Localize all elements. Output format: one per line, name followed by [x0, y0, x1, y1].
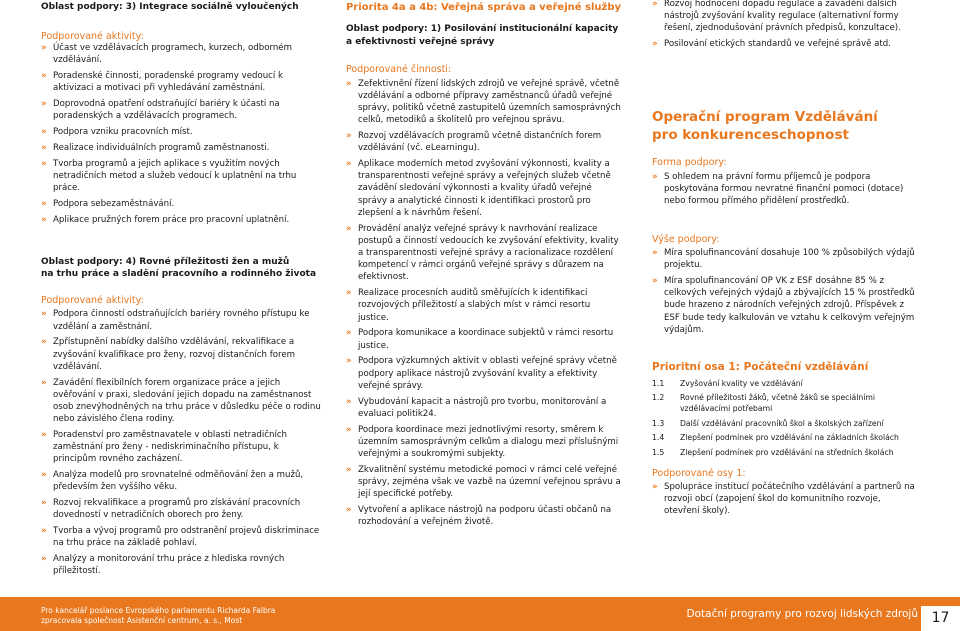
list-item: » Poradenské činnosti, poradenské programy vedoucí k aktivizaci a motivaci při vyhledávání zaměstnání.	[41, 71, 283, 94]
list-item: » Poradenství pro zaměstnavatele v oblasti netradičních zaměstnání pro ženy - nediskriminačního přístupu, k principům rovného zacházení.	[41, 429, 287, 465]
list-item: » Realizace individuálních programů zaměstnanosti.	[41, 142, 270, 153]
list-item: » Míra spolufinancování OP VK z ESF dosáhne 85 % z celkových veřejných výdajů a zbývajících 15 % prostředků bude hrazeno z národních veřejných zdrojů. Příspěvek z ESF bude tedy kalkulován ve vztahu k celkovým veřejným výdajům.	[652, 276, 915, 335]
list-item: » Zavádění flexibilních forem organizace práce a jejich ověřování v praxi, sledování jejich dopadu na zaměstnanost osob znevýhodněných na trhu práce v důsledku péče o rodinu nebo závislého člena rodiny.	[41, 377, 321, 425]
section-subtitle: Výše podpory:	[652, 233, 720, 245]
footer-bar	[0, 597, 960, 631]
program-title: Operační program Vzdělávání pro konkurenceschopnost	[652, 109, 878, 144]
list-item: » Podpora výzkumných aktivit v oblasti veřejné správy včetně podpory aplikace nástrojů zvyšování kvality a efektivity veřejné správy.	[346, 356, 617, 391]
activity-list	[652, 0, 918, 50]
activity-list	[652, 481, 918, 518]
list-item: » Zkvalitnění systému metodické pomoci v rámci celé veřejné správy, zejména však ve vazbě na územní veřejnou správu a její specifické potřeby.	[346, 464, 621, 500]
list-item: » Zpřístupnění nabídky dalšího vzdělávání, rekvalifikace a zvyšování kvalifikace pro ženy, rozvoj distančních forem vzdělávání.	[41, 337, 295, 372]
section-heading: Oblast podpory: 1) Posilování institucionální kapacity a efektivnosti veřejné správy	[346, 24, 619, 47]
section-heading: Oblast podpory: 4) Rovné příležitosti žen a mužů na trhu práce a sladění pracovního a rodinného života	[41, 256, 317, 280]
section-heading: Oblast podpory: 3) Integrace sociálně vyloučených	[41, 2, 299, 12]
list-item: » Podpora koordinace mezi jednotlivými resorty, směrem k územním samosprávným celkům a dialogu mezi příslušnými veřejnými a soukromými subjekty.	[346, 424, 619, 459]
list-item: » Aplikace moderních metod zvyšování výkonnosti, kvality a transparentnosti veřejné správy a veřejných služeb včetně zavádění sledování výkonnosti a kvality úřadů veřejné správy a analytické činnosti k identifikaci prostorů pro zlepšení a k návrhům řešení.	[346, 158, 611, 218]
list-item: » Analýzy a monitorování trhu práce z hlediska rovných příležitostí.	[41, 554, 285, 577]
column-right	[652, 0, 918, 518]
activity-list	[346, 78, 622, 529]
list-item: » Doprovodná opatření odstraňující bariéry k účasti na poradenských a vzdělávacích programech.	[41, 99, 280, 122]
activity-list	[652, 171, 918, 208]
list-item: » Provádění analýz veřejné správy k navrhování realizace postupů a činností vedoucích ke zvyšování efektivity, kvality a transparentnosti veřejné správy a racionalizace rozdělení kompetencí v rámci orgánů veřejné správy s důrazem na efektivnost.	[346, 223, 619, 283]
list-item: » Posilování etických standardů ve veřejné správě atd.	[652, 39, 891, 50]
list-item: » Účast ve vzdělávacích programech, kurzech, odborném vzdělávání.	[41, 43, 292, 66]
section-subtitle: Podporované činnosti:	[346, 64, 452, 75]
list-item: 1.5 Zlepšení podmínek pro vzdělávání na středních školách	[652, 447, 894, 457]
section-subtitle: Podporované osy 1:	[652, 467, 746, 479]
list-item: » Vybudování kapacit a nástrojů pro tvorbu, monitorování a evaluaci politik24.	[346, 396, 607, 419]
page-number: 17	[921, 606, 960, 631]
section-subtitle: Podporované aktivity:	[41, 294, 144, 306]
list-item: » Podpora sebezaměstnávání.	[41, 198, 175, 209]
list-item: » Podpora činností odstraňujících bariéry rovného přístupu ke vzdělání a zaměstnání.	[41, 309, 310, 332]
section-subtitle: Podporované aktivity:	[41, 30, 144, 42]
list-item: » Míra spolufinancování dosahuje 100 % způsobilých výdajů projektu.	[652, 248, 915, 271]
list-item: » Rozvoj vzdělávacích programů včetně distančních forem vzdělávání (vč. eLearningu).	[346, 130, 602, 154]
list-item: » S ohledem na právní formu příjemců je podpora poskytována formou nevratné finanční pomoci (dotace) nebo formou přímého přidělení prostředků.	[652, 171, 904, 207]
list-item: » Tvorba programů a jejich aplikace s využitím nových netradičních metod a služeb vedoucí k uplatnění na trhu práce.	[41, 158, 297, 193]
list-item: 1.1 Zvyšování kvality ve vzdělávání	[652, 378, 803, 388]
priority-axis-heading: Prioritní osa 1: Počáteční vzdělávání	[652, 361, 869, 374]
list-item: » Podpora komunikace a koordinace subjektů v rámci resortu justice.	[346, 328, 614, 351]
footer-credit: Pro kancelář poslance Evropského parlamentu Richarda Falbra zpracovala společnost Asistenční centrum, a. s., Most	[41, 606, 276, 625]
list-item: » Rozvoj hodnocení dopadu regulace a zavádění dalších nástrojů zvyšování kvality regulace (alternativní formy řešení, zjednodušování právních předpisů, konzultace).	[652, 0, 901, 34]
list-item: 1.3 Další vzdělávání pracovníků škol a školských zařízení	[652, 418, 884, 428]
list-item: 1.4 Zlepšení podmínek pro vzdělávání na základních školách	[652, 433, 899, 443]
column-left	[41, 0, 323, 578]
list-item: » Analýza modelů pro srovnatelné odměňování žen a mužů, především žen vyššího věku.	[41, 470, 304, 493]
list-item: » Podpora vzniku pracovních míst.	[41, 127, 193, 137]
list-item: 1.2 Rovné příležitosti žáků, včetně žáků se speciálními vzdělávacími potřebami	[652, 393, 876, 414]
list-item: » Rozvoj rekvalifikace a programů pro získávání pracovních dovedností v netradičních oborech pro ženy.	[41, 498, 301, 521]
list-item: » Vytvoření a aplikace nástrojů na podporu účasti občanů na rozhodování a veřejném životě.	[346, 504, 612, 528]
list-item: » Tvorba a vývoj programů pro odstranění projevů diskriminace na trhu práce na základě pohlaví.	[41, 526, 320, 549]
activity-list	[41, 308, 323, 577]
section-subtitle: Forma podpory:	[652, 157, 727, 169]
activity-list	[41, 42, 323, 226]
priority-heading: Priorita 4a a 4b: Veřejná správa a veřejné služby	[346, 2, 621, 13]
list-item: » Spolupráce institucí počátečního vzdělávání a partnerů na rozvoji obcí (zapojení škol do komunitního rozvoje, otevření školy).	[652, 482, 915, 517]
list-item: » Zefektivnění řízení lidských zdrojů ve veřejné správě, včetně vzdělávání a odborné přípravy zaměstnanců úřadů veřejné správy, politiků včetně zastupitelů územních samosprávných celků, metodiků a školitelů pro veřejnou správu.	[346, 78, 621, 126]
list-item: » Aplikace pružných forem práce pro pracovní uplatnění.	[41, 214, 290, 225]
list-item: » Realizace procesních auditů směřujících k identifikaci rozvojových příležitostí a slabých míst v rámci resortu justice.	[346, 288, 591, 323]
column-middle	[346, 0, 622, 528]
axis-list	[652, 378, 918, 458]
activity-list	[652, 247, 918, 336]
footer-title: Dotační programy pro rozvoj lidských zdrojů	[686, 608, 918, 620]
